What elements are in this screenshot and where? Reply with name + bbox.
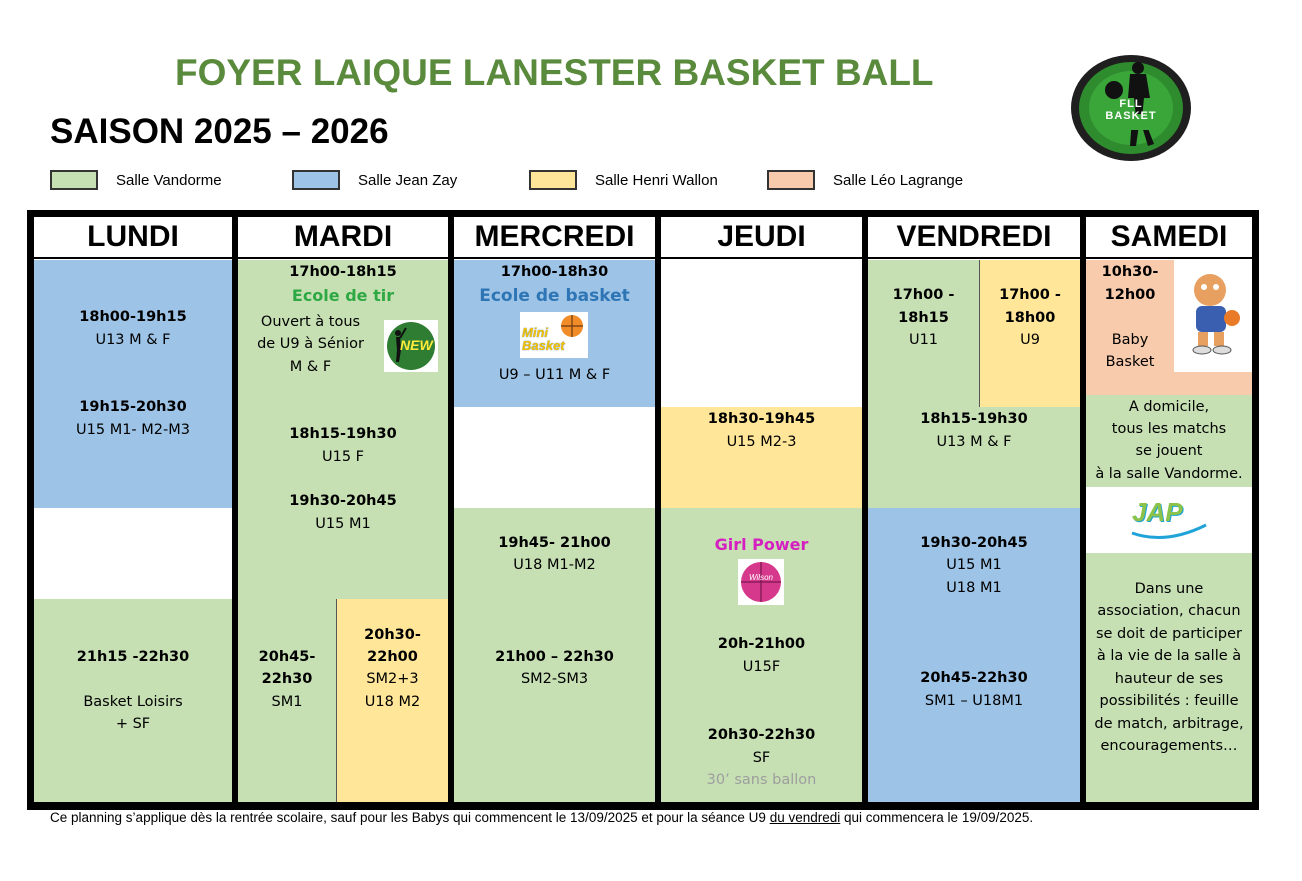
slot-vandorme (661, 508, 862, 802)
slot-text: hauteur de ses (1114, 671, 1224, 687)
legend-label: Salle Jean Zay (358, 171, 458, 189)
ball-image (738, 559, 784, 605)
slot-time: 18h15-19h30 (920, 411, 1028, 427)
slot-group: + SF (115, 716, 151, 732)
slot-group: U15 M2-3 (726, 434, 797, 450)
mini-basket-text: Mini Basket (522, 325, 565, 353)
slot-text: Ouvert à tous (260, 314, 361, 330)
day-header: MARDI (238, 217, 448, 259)
slot-jean-zay (454, 260, 655, 407)
slot-text: à la salle Vandorme. (1095, 466, 1243, 482)
slot-vandorme (454, 508, 655, 802)
slot-note: 30’ sans ballon (706, 772, 817, 788)
legend-swatch (529, 170, 577, 190)
footer-underlined: du vendredi (769, 810, 841, 825)
slot-time: 21h00 – 22h30 (495, 649, 614, 665)
slot-jean-zay (34, 260, 232, 508)
slot-group: U11 (908, 332, 939, 348)
slot-group: SF (752, 750, 771, 766)
day-column-samedi (1086, 217, 1252, 802)
slot-group: U15 F (321, 449, 364, 465)
slot-time: 18h00-19h15 (79, 309, 187, 325)
legend-label: Salle Henri Wallon (595, 171, 718, 189)
day-column-mercredi (454, 217, 655, 802)
footer-text-end: qui commencera le 19/09/2025. (840, 810, 1034, 825)
legend-item-henri-wallon (529, 170, 718, 190)
legend-item-jean-zay (292, 170, 457, 190)
slot-text: de U9 à Sénior (257, 336, 364, 352)
legend-item-vandorme (50, 170, 222, 190)
season-title: SAISON 2025 – 2026 (50, 112, 389, 151)
slot-time: 20h45- (258, 649, 316, 665)
new-badge-text: NEW (400, 337, 433, 353)
legend-swatch (50, 170, 98, 190)
slot-vandorme (34, 599, 232, 802)
legend-swatch (767, 170, 815, 190)
slot-time: 18h15 (898, 310, 949, 326)
slot-group: U15 M1- M2-M3 (76, 422, 190, 438)
day-header: VENDREDI (868, 217, 1080, 259)
slot-vandorme (868, 260, 979, 407)
slot-leo-lagrange (1086, 260, 1252, 395)
legend-item-leo-lagrange (767, 170, 963, 190)
slot-vandorme (238, 260, 448, 600)
legend-label: Salle Léo Lagrange (833, 171, 964, 189)
mini-basket-logo (520, 312, 588, 358)
slot-text: Dans une (1134, 581, 1204, 597)
slot-time: 17h00-18h30 (500, 264, 609, 280)
legend-label: Salle Vandorme (116, 171, 222, 189)
day-column-jeudi (661, 217, 862, 802)
slot-group: U15F (742, 659, 781, 675)
slot-group: U18 M2 (364, 694, 421, 710)
slot-text: Baby (1111, 332, 1149, 348)
footer-note (50, 810, 1033, 825)
ball-brand-text: Wilson (749, 573, 773, 582)
slot-time: 20h30-22h30 (707, 727, 816, 743)
slot-title: Girl Power (714, 535, 809, 554)
baby-basket-mascot (1174, 260, 1252, 372)
slot-time: 17h00 - (999, 287, 1061, 303)
slot-text: à la vie de la salle à (1096, 648, 1242, 664)
slot-group: U15 M1 (315, 516, 371, 532)
slot-henri-wallon (979, 260, 1080, 407)
slot-time: 19h15-20h30 (79, 399, 187, 415)
slot-text: de match, arbitrage, (1094, 716, 1244, 732)
day-header: LUNDI (34, 217, 232, 259)
pink-basketball-icon (738, 559, 784, 605)
slot-group: SM2+3 (366, 671, 419, 687)
slot-text: M & F (289, 359, 332, 375)
slot-vandorme (868, 407, 1080, 508)
slot-time: 19h45- 21h00 (498, 535, 611, 551)
slot-time: 12h00 (1104, 287, 1156, 303)
slot-group: Basket Loisirs (83, 694, 183, 710)
slot-time: 21h15 -22h30 (76, 649, 190, 665)
slot-group: U13 M & F (95, 332, 171, 348)
slot-vandorme (1086, 395, 1252, 487)
slot-text: tous les matchs (1111, 421, 1227, 437)
slot-time: 22h30 (261, 671, 313, 687)
slot-group: SM1 (271, 694, 303, 710)
club-logo-text: FLL BASKET (1105, 98, 1157, 122)
day-column-mardi (238, 217, 448, 802)
legend-swatch (292, 170, 340, 190)
slot-group: SM1 – U18M1 (924, 693, 1024, 709)
slot-time: 17h00-18h15 (289, 264, 397, 280)
slot-text: A domicile, (1128, 399, 1210, 415)
slot-text: encouragements… (1100, 738, 1238, 754)
slot-time: 20h30- (364, 627, 421, 643)
slot-time: 19h30-20h45 (920, 535, 1028, 551)
slot-vandorme (1086, 553, 1252, 802)
slot-time: 22h00 (367, 649, 418, 665)
slot-time: 10h30- (1101, 264, 1159, 280)
slot-group: U9 – U11 M & F (498, 367, 611, 383)
slot-group: U9 (1020, 332, 1040, 348)
slot-group: U18 M1 (946, 580, 1002, 596)
slot-text: se jouent (1135, 443, 1203, 459)
day-column-lundi (34, 217, 232, 802)
jap-logo-area (1086, 487, 1252, 553)
new-badge (384, 320, 438, 372)
jap-text: JAP (1132, 497, 1183, 527)
day-header: JEUDI (661, 217, 862, 259)
slot-time: 19h30-20h45 (289, 493, 397, 509)
slot-text: se doit de participer (1095, 626, 1243, 642)
slot-time: 20h-21h00 (717, 636, 806, 652)
slot-time: 18h15-19h30 (289, 426, 397, 442)
slot-group: U15 M1 (946, 557, 1002, 573)
slot-henri-wallon (336, 599, 448, 802)
slot-jean-zay (868, 508, 1080, 802)
slot-time: 20h45-22h30 (920, 670, 1028, 686)
day-column-vendredi (868, 217, 1080, 802)
mascot-icon (1174, 260, 1252, 372)
footer-text: Ce planning s’applique dès la rentrée scolaire, sauf pour les Babys qui commencent le 13/09/2025 et pour la séance U9 (50, 810, 770, 825)
slot-time: 17h00 - (892, 287, 955, 303)
slot-group: SM2-SM3 (520, 671, 589, 687)
schedule-grid (27, 210, 1259, 810)
slot-time: 18h30-19h45 (707, 411, 816, 427)
slot-vandorme (238, 599, 336, 802)
slot-time: 18h00 (1004, 310, 1056, 326)
slot-text: Basket (1105, 354, 1155, 370)
slot-text: possibilités : feuille (1099, 693, 1239, 709)
jap-logo (1126, 495, 1212, 543)
page-title: FOYER LAIQUE LANESTER BASKET BALL (175, 52, 934, 93)
slot-henri-wallon (661, 407, 862, 508)
slot-title: Ecole de tir (291, 286, 395, 305)
day-header: MERCREDI (454, 217, 655, 259)
slot-title: Ecole de basket (479, 286, 630, 306)
day-header: SAMEDI (1086, 217, 1252, 259)
slot-text: association, chacun (1097, 603, 1241, 619)
slot-group: U13 M & F (936, 434, 1012, 450)
slot-group: U18 M1-M2 (513, 557, 596, 573)
